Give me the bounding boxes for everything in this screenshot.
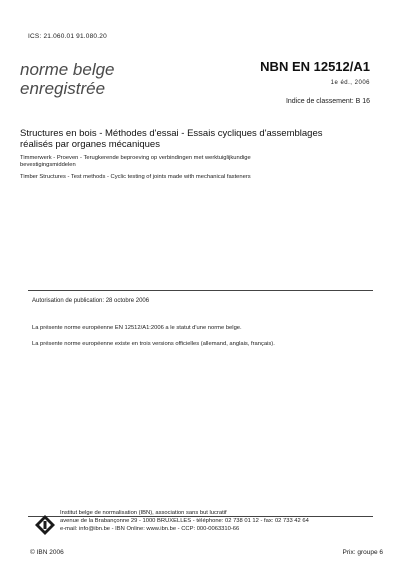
ibn-line-2: avenue de la Brabançonne 29 - 1000 BRUXELLES - téléphone: 02 738 01 12 - fax: 02 733 42 64: [60, 517, 309, 524]
ibn-line-1: Institut belge de normalisation (IBN), association sans but lucratif: [60, 510, 227, 516]
brand-title: [20, 60, 115, 98]
ibn-line-3: e-mail: info@ibn.be - IBN Online: www.ibn.be - CCP: 000-0063310-66: [60, 525, 240, 532]
standard-reference: NBN EN 12512/A1: [260, 59, 370, 74]
subtitle-dutch-line-1: Timmerwerk - Proeven - Terugkerende beproeving op verbindingen met werktuiglijkundige: [20, 155, 251, 161]
copyright: © IBN 2006: [30, 549, 64, 556]
publication-authorisation: Autorisation de publication: 28 octobre 2006: [32, 298, 150, 304]
ibn-logo-icon: [34, 514, 56, 536]
versions-statement: La présente norme européenne existe en trois versions officielles (allemand, anglais, français).: [32, 341, 275, 347]
ibn-contact-block: [60, 510, 309, 533]
status-statement: La présente norme européenne EN 12512/A1:2006 a le statut d'une norme belge.: [32, 325, 242, 331]
title-line-1: Structures en bois - Méthodes d'essai - Essais cycliques d'assemblages: [20, 128, 323, 139]
subtitle-english: Timber Structures - Test methods - Cyclic testing of joints made with mechanical fasteners: [20, 174, 251, 180]
ics-codes: ICS: 21.060.01 91.080.20: [28, 33, 107, 40]
subtitle-dutch: [20, 155, 251, 169]
brand-line-2: enregistrée: [20, 79, 106, 98]
price-group: Prix: groupe 6: [342, 549, 383, 556]
document-title: [20, 129, 323, 150]
subtitle-dutch-line-2: bevestigingsmiddelen: [20, 162, 76, 168]
classification-index: Indice de classement: B 16: [285, 98, 370, 105]
edition-label: 1e éd., 2006: [330, 80, 370, 86]
brand-line-1: norme belge: [20, 60, 115, 79]
title-line-2: réalisés par organes mécaniques: [20, 138, 160, 150]
divider-top: [28, 290, 373, 291]
